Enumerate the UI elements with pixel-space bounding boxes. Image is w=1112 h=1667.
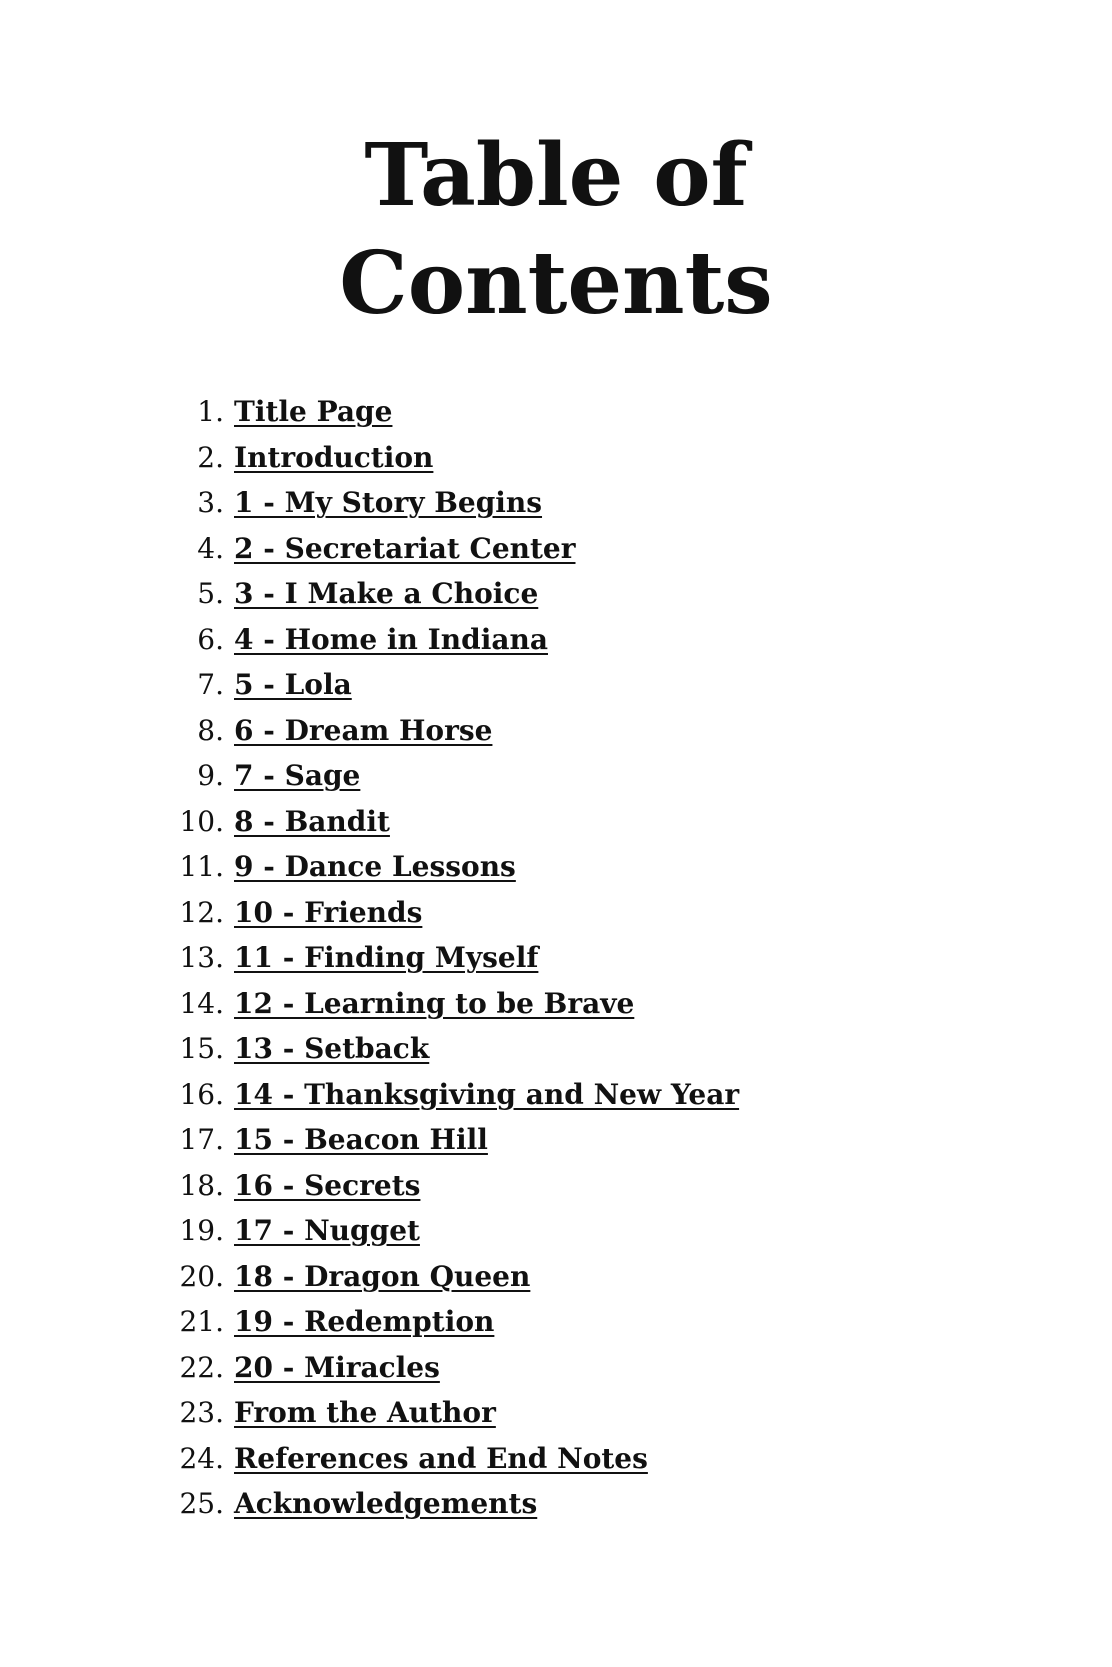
toc-item-number: 25. — [179, 1487, 224, 1520]
toc-item — [0, 617, 1112, 663]
toc-item — [0, 389, 1112, 435]
toc-item — [0, 1026, 1112, 1072]
toc-item — [0, 844, 1112, 890]
toc-item-number: 8. — [197, 713, 224, 747]
toc-item — [0, 1299, 1112, 1345]
toc-item-number: 7. — [197, 668, 224, 701]
toc-item-link[interactable]: 11 - Finding Myself — [234, 941, 539, 974]
toc-item-number: 2. — [197, 440, 224, 474]
toc-item-number: 15. — [179, 1032, 224, 1065]
toc-item-link[interactable]: Introduction — [234, 440, 434, 474]
toc-item-link[interactable]: 4 - Home in Indiana — [234, 622, 548, 656]
toc-item — [0, 890, 1112, 936]
toc-item-number: 12. — [179, 895, 224, 929]
toc-item — [0, 799, 1112, 845]
toc-item-number: 24. — [179, 1441, 224, 1475]
toc-item-link[interactable]: 18 - Dragon Queen — [234, 1259, 531, 1293]
toc-item-link[interactable]: 12 - Learning to be Brave — [234, 986, 635, 1020]
toc-item-link[interactable]: 15 - Beacon Hill — [234, 1123, 488, 1156]
toc-item — [0, 1117, 1112, 1163]
toc-item — [0, 1345, 1112, 1391]
toc-item — [0, 480, 1112, 526]
toc-item-number: 1. — [197, 395, 224, 428]
toc-item — [0, 1481, 1112, 1527]
page-title — [0, 122, 1112, 338]
toc-item-number: 17. — [179, 1123, 224, 1156]
toc-item — [0, 526, 1112, 572]
toc-item-link[interactable]: Title Page — [234, 395, 393, 428]
toc-item — [0, 1163, 1112, 1209]
toc-item-link[interactable]: 6 - Dream Horse — [234, 713, 493, 747]
toc-item — [0, 935, 1112, 981]
toc-item — [0, 1390, 1112, 1436]
toc-item — [0, 753, 1112, 799]
toc-item — [0, 571, 1112, 617]
toc-item-number: 22. — [179, 1350, 224, 1384]
toc-item-link[interactable]: 2 - Secretariat Center — [234, 531, 576, 565]
toc-item-number: 4. — [197, 531, 224, 565]
toc-item-number: 20. — [179, 1259, 224, 1293]
toc-item-number: 3. — [197, 486, 224, 519]
toc-item-number: 10. — [179, 804, 224, 838]
toc-item — [0, 1072, 1112, 1118]
toc-item — [0, 1208, 1112, 1254]
toc-item-number: 21. — [179, 1305, 224, 1338]
toc-item-number: 19. — [179, 1214, 224, 1247]
toc-item-link[interactable]: 1 - My Story Begins — [234, 486, 543, 519]
table-of-contents-list — [0, 389, 1112, 1527]
toc-item — [0, 708, 1112, 754]
toc-item — [0, 1254, 1112, 1300]
toc-item-number: 23. — [179, 1396, 224, 1429]
toc-item-link[interactable]: 14 - Thanksgiving and New Year — [234, 1077, 740, 1111]
toc-item — [0, 981, 1112, 1027]
toc-item-number: 14. — [179, 986, 224, 1020]
toc-item-number: 16. — [179, 1077, 224, 1111]
toc-item-link[interactable]: 5 - Lola — [234, 668, 352, 701]
toc-item-link[interactable]: 8 - Bandit — [234, 804, 390, 838]
toc-item-link[interactable]: 3 - I Make a Choice — [234, 577, 539, 610]
toc-item-link[interactable]: 9 - Dance Lessons — [234, 850, 516, 883]
toc-item-number: 18. — [179, 1168, 224, 1202]
toc-item-number: 6. — [197, 622, 224, 656]
toc-item-number: 13. — [179, 941, 224, 974]
toc-item — [0, 662, 1112, 708]
toc-item-link[interactable]: 19 - Redemption — [234, 1305, 495, 1338]
toc-item-number: 11. — [179, 850, 224, 883]
toc-item-link[interactable]: 10 - Friends — [234, 895, 423, 929]
toc-item-link[interactable]: 7 - Sage — [234, 759, 361, 792]
page-title-line-1: Table of — [364, 125, 748, 226]
toc-item — [0, 1436, 1112, 1482]
toc-item-link[interactable]: 17 - Nugget — [234, 1214, 420, 1247]
toc-item-link[interactable]: 13 - Setback — [234, 1032, 430, 1065]
toc-item-number: 9. — [197, 759, 224, 792]
toc-item — [0, 435, 1112, 481]
toc-item-number: 5. — [197, 577, 224, 610]
toc-item-link[interactable]: References and End Notes — [234, 1441, 648, 1475]
toc-item-link[interactable]: Acknowledgements — [234, 1487, 538, 1520]
page-title-line-2: Contents — [339, 233, 773, 334]
toc-item-link[interactable]: 16 - Secrets — [234, 1168, 421, 1202]
toc-item-link[interactable]: From the Author — [234, 1396, 496, 1429]
toc-item-link[interactable]: 20 - Miracles — [234, 1350, 440, 1384]
